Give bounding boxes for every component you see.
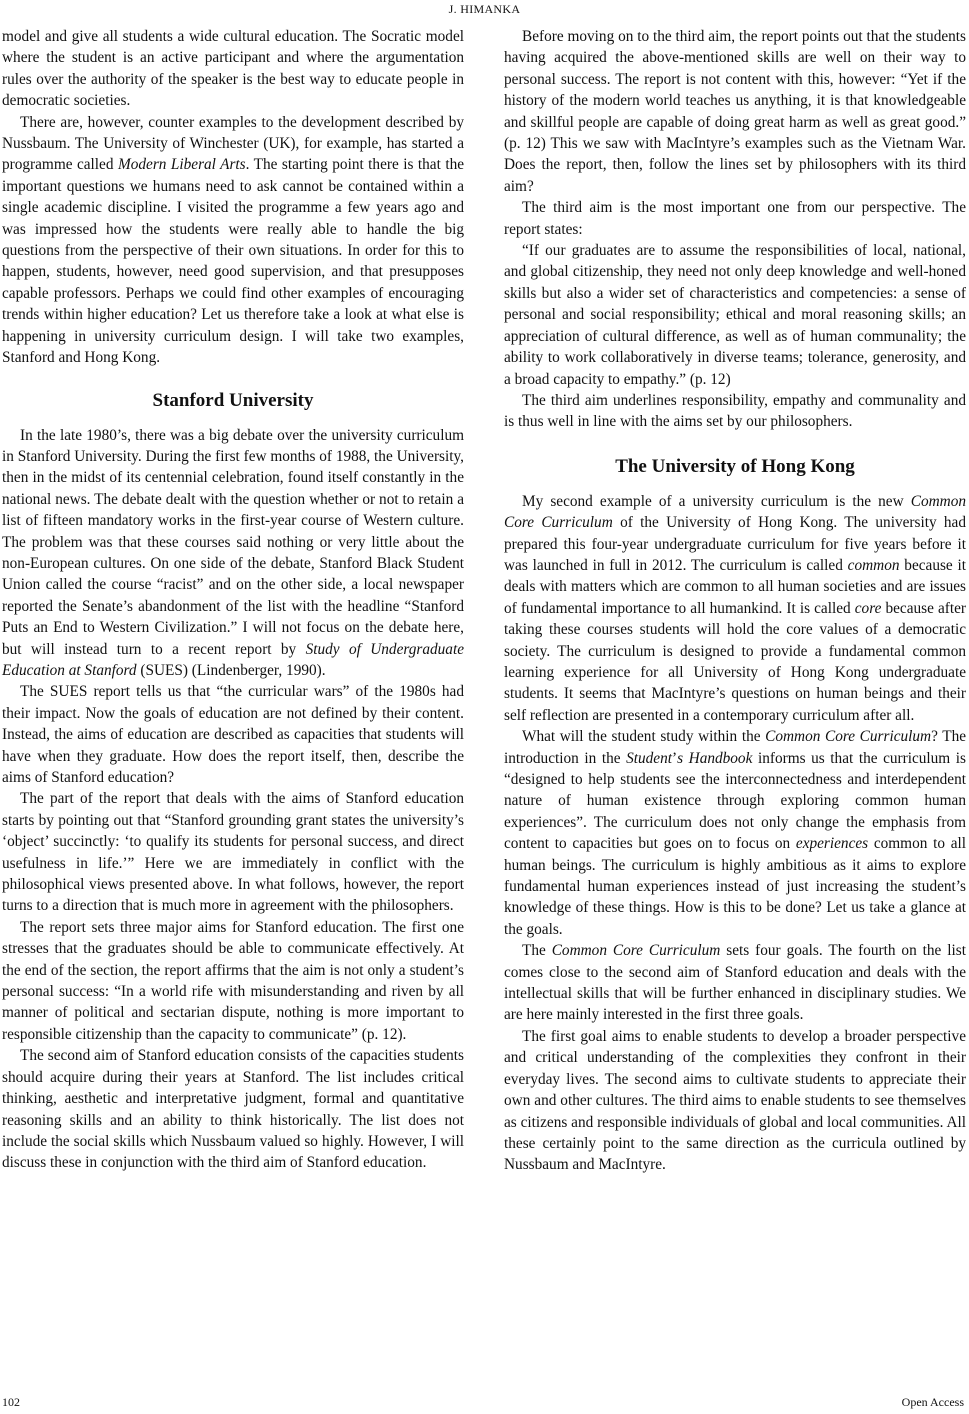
paragraph: My second example of a university curriculum is the new Common Core Curriculum of the University of Hong Kong. The university had prepared this four-year undergraduate curriculum for five years before it was launched in full in 2012. The curriculum is called common because it deals with matters which are common to all human societies and are issues of fundamental importance to all humankind. It is called core because after taking these courses students will hold the core values of a democratic society. The curriculum is designed to provide a fundamental common learning experience for all University of Hong Kong undergraduate students. It seems that MacIntyre’s questions on human beings and their self reflection are presented in a contemporary curriculum after all. [504, 492, 967, 724]
block-quote: “If our graduates are to assume the responsibilities of local, national, and global citizenship, they need not only deep knowledge and well-honed skills but also a wider set of characteristics and competencies: a sense of personal and social responsibility; ethical and moral reasoning skills; an appreciation of cultural difference, as well as of human communality; the ability to work collaboratively in diverse teams; tolerance, generosity, and a broad capacity to empathy.” (p. 12) [504, 242, 966, 388]
right-column [504, 26, 966, 1176]
paragraph: The second aim of Stanford education consists of the capacities students should acquire during their years at Stanford. The list includes critical thinking, aesthetic and interpretative judgment, formal and quantitative reasoning skills and an ability to think historically. The list does not include the social skills which Nussbaum valued so highly. However, I will discuss these in conjunction with the third aim of Stanford education. [2, 1047, 464, 1172]
paragraph: The SUES report tells us that “the curricular wars” of the 1980s had their impact. Now the goals of education are not defined by their content. Instead, the aims of education are described as capacities that students will have when they graduate. How does the report itself, then, describe the aims of Stanford education? [2, 683, 464, 786]
paragraph: In the late 1980’s, there was a big debate over the university curriculum in Stanford University. During the first few months of 1988, the University, then in the midst of its centennial celebration, found itself constantly in the national news. The debate dealt with the question whether or not to retain a list of fifteen mandatory works in the first-year course of Western culture. The problem was that these courses said nothing or very little about the non-European cultures. On one side of the debate, Stanford Black Student Union called the course “racist” and on the other side, a local newspaper reported the Senate’s abandonment of the list with the headline “Stanford Puts an End to Western Civilization.” I will not focus on the debate here, but will instead turn to a recent report by Study of Undergraduate Education at Stanford (SUES) (Lindenberger, 1990). [2, 426, 464, 679]
section-heading-stanford: Stanford University [152, 389, 314, 411]
paragraph: The part of the report that deals with the aims of Stanford education starts by pointing out that “Stanford grounding grant states the university’s ‘object’ succinctly: ‘to qualify its students for personal success, and direct usefulness in life.’” Here we are immediately in conflict with the philosophical views presented above. In what follows, however, the report turns to a direction that is much more in agreement with the philosophers. [2, 790, 464, 915]
paragraph: What will the student study within the Common Core Curriculum? The introduction in the Student’s Handbook informs us that the curriculum is “designed to help students see the interconnectedness and interdependent nature of human existence through exploring common human experiences”. The curriculum does not only change the emphasis from content to capacities but goes on to focus on experiences common to all human beings. The curriculum is highly ambitious as it aims to explore fundamental human experiences instead of just increasing the student’s knowledge of these things. How is this to be done? Let us take a glance at the goals. [504, 728, 967, 938]
paragraph: The report sets three major aims for Stanford education. The first one stresses that the graduates should be able to communicate effectively. At the end of the section, the report affirms that the aim is not only a student’s personal success: “In a world rife with misunderstanding and riven by all manner of political and sectarian dispute, nothing is more important to responsible citizenship than the capacity to communicate” (p. 12). [2, 918, 464, 1043]
publisher-label: Open Access [901, 1395, 964, 1409]
paragraph: There are, however, counter examples to the development described by Nussbaum. The University of Winchester (UK), for example, has started a programme called Modern Liberal Arts. The starting point there is that the important questions we humans need to ask cannot be contained within a single academic discipline. I visited the programme a few years ago and was impressed how the students were really able to handle the big questions from the perspective of their own situations. In order for this to happen, students, however, need good supervision, and that presupposes capable professors. Perhaps we could find other examples of encouraging trends within higher education? Let us therefore take a look at what else is happening in university curriculum design. I will take two examples, Stanford and Hong Kong. [2, 113, 465, 367]
paragraph: The first goal aims to enable students to develop a broader perspective and critical understanding of the complexities they confront in their everyday lives. The second aims to cultivate students to appreciate their own and other cultures. The third aims to enable students to see themselves as citizens and responsible individuals of global and local communities. All these certainly point to the same direction as the curricula outlined by Nussbaum and MacIntyre. [504, 1027, 966, 1174]
running-head: J. HIMANKA [448, 2, 521, 16]
page-number: 102 [2, 1395, 20, 1409]
paragraph: The Common Core Curriculum sets four goals. The fourth on the list comes close to the second aim of Stanford education and deals with the intellectual skills that will be further enhanced in disciplinary studies. We are here mainly interested in the first three goals. [504, 942, 966, 1024]
section-heading-hong-kong: The University of Hong Kong [615, 455, 855, 477]
paragraph: Before moving on to the third aim, the report points out that the students having acquired the above-mentioned skills are well on their way to personal success. The report is not content with this, however: “Yet if the history of the modern world teaches us anything, it is that knowledgeable and skillful people are capable of doing great harm as well as great good.” (p. 12) This we saw with MacIntyre’s examples such as the Vietnam War. Does the report, then, follow the lines set by philosophers with its third aim? [504, 28, 966, 195]
paragraph: model and give all students a wide cultural education. The Socratic model where the student is an active participant and where the argumentation rules over the authority of the speaker is the best way to educate people in democratic societies. [2, 28, 464, 110]
paragraph: The third aim underlines responsibility, empathy and communality and is thus well in line with the aims set by our philosophers. [504, 391, 966, 431]
left-column [2, 26, 464, 1174]
paragraph: The third aim is the most important one from our perspective. The report states: [504, 199, 966, 238]
